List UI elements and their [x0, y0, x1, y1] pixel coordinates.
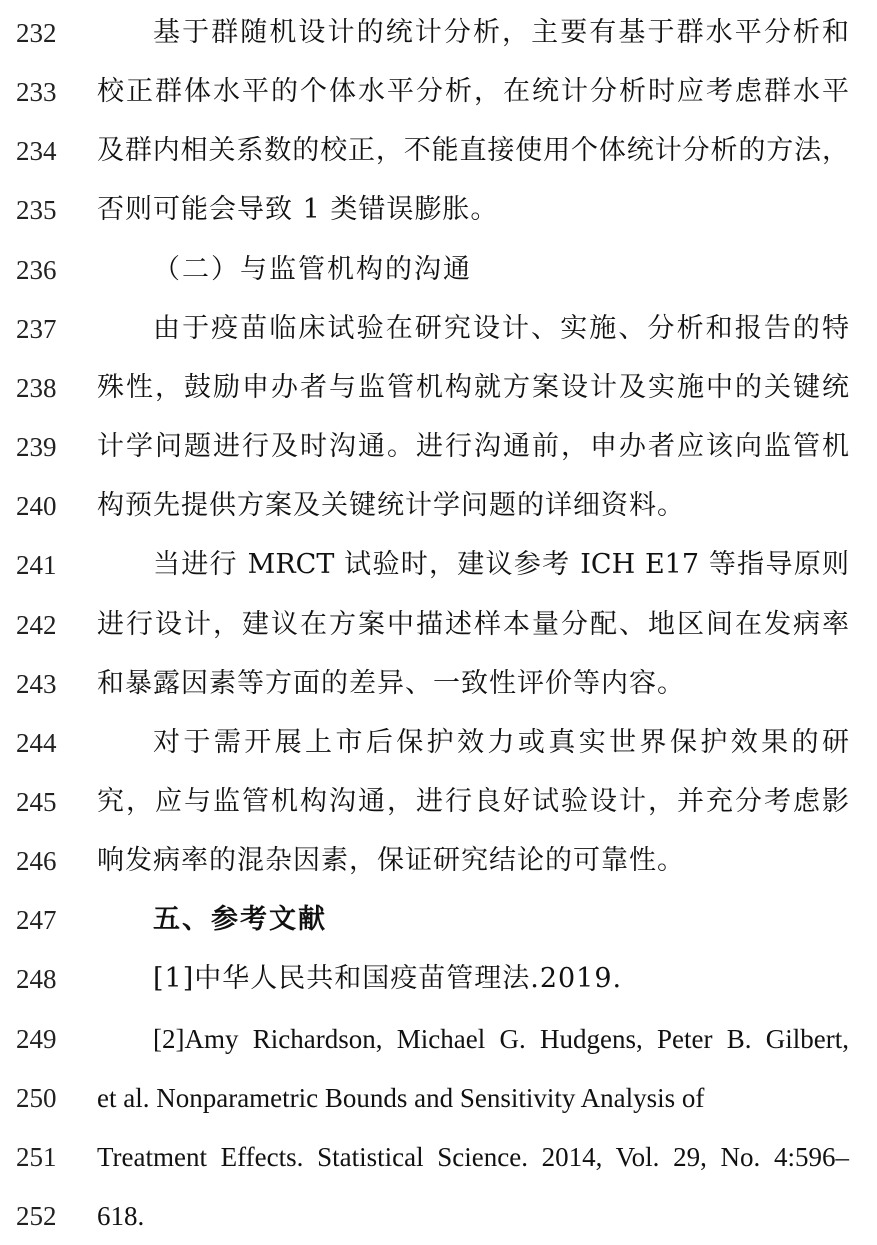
line-text: 及群内相关系数的校正，不能直接使用个体统计分析的方法，	[97, 135, 849, 167]
line-text: 殊性，鼓励申办者与监管机构就方案设计及实施中的关键统	[97, 371, 849, 403]
document-line	[0, 1078, 877, 1118]
document-line	[0, 1019, 877, 1059]
document-line	[0, 309, 877, 349]
line-text: 和暴露因素等方面的差异、一致性评价等内容。	[97, 667, 685, 699]
line-number: 234	[16, 136, 57, 167]
line-text: 618.	[97, 1201, 145, 1231]
line-text: 否则可能会导致 1 类错误膨胀。	[97, 194, 499, 226]
line-text: 进行设计，建议在方案中描述样本量分配、地区间在发病率	[97, 608, 849, 640]
line-text: 究，应与监管机构沟通，进行良好试验设计，并充分考虑影	[97, 785, 849, 817]
document-line	[0, 841, 877, 881]
line-text: [2]Amy Richardson, Michael G. Hudgens, Peter B. Gilbert,	[153, 1023, 849, 1054]
document-line	[0, 250, 877, 290]
line-number: 244	[16, 727, 57, 758]
line-number: 246	[16, 846, 57, 877]
document-line	[0, 13, 877, 53]
line-number: 251	[16, 1141, 57, 1172]
document-line	[0, 545, 877, 585]
line-number: 232	[16, 18, 57, 48]
line-text: [1]中华人民共和国疫苗管理法.2019.	[153, 963, 623, 995]
subsection-heading: （二）与监管机构的沟通	[153, 253, 472, 285]
line-text: 构预先提供方案及关键统计学问题的详细资料。	[97, 490, 685, 522]
document-line	[0, 959, 877, 999]
line-text: 当进行 MRCT 试验时，建议参考 ICH E17 等指导原则	[153, 549, 849, 581]
document-line	[0, 900, 877, 940]
line-number: 249	[16, 1023, 57, 1054]
line-text: 对于需开展上市后保护效力或真实世界保护效果的研	[153, 726, 849, 758]
document-line	[0, 1137, 877, 1177]
line-number: 242	[16, 609, 57, 640]
document-line	[0, 368, 877, 408]
line-number: 245	[16, 786, 57, 817]
line-number: 233	[16, 77, 57, 108]
document-line	[0, 427, 877, 467]
line-number: 243	[16, 668, 57, 699]
line-number: 236	[16, 254, 57, 285]
line-number: 248	[16, 964, 57, 995]
document-line	[0, 664, 877, 704]
document-line	[0, 131, 877, 171]
line-number: 238	[16, 372, 57, 403]
document-line	[0, 723, 877, 763]
line-text: 基于群随机设计的统计分析，主要有基于群水平分析和	[153, 17, 849, 48]
line-text: et al. Nonparametric Bounds and Sensitivity Analysis of	[97, 1082, 705, 1113]
line-text: 响发病率的混杂因素，保证研究结论的可靠性。	[97, 845, 685, 877]
line-number: 240	[16, 491, 57, 522]
document-line	[0, 782, 877, 822]
line-number: 247	[16, 905, 57, 936]
line-text: 由于疫苗临床试验在研究设计、实施、分析和报告的特	[153, 312, 849, 344]
document-line	[0, 190, 877, 230]
section-heading: 五、参考文献	[153, 904, 327, 936]
line-number: 239	[16, 432, 57, 463]
line-text: 计学问题进行及时沟通。进行沟通前，申办者应该向监管机	[97, 431, 849, 463]
line-number: 237	[16, 313, 57, 344]
document-line	[0, 605, 877, 645]
line-number: 235	[16, 195, 57, 226]
line-text: Treatment Effects. Statistical Science. 2014, Vol. 29, No. 4:596–	[97, 1141, 849, 1172]
document-line	[0, 72, 877, 112]
document-line	[0, 1196, 877, 1236]
line-number: 252	[16, 1201, 57, 1231]
document-line	[0, 486, 877, 526]
line-number: 250	[16, 1082, 57, 1113]
line-number: 241	[16, 550, 57, 581]
line-text: 校正群体水平的个体水平分析，在统计分析时应考虑群水平	[97, 76, 849, 108]
